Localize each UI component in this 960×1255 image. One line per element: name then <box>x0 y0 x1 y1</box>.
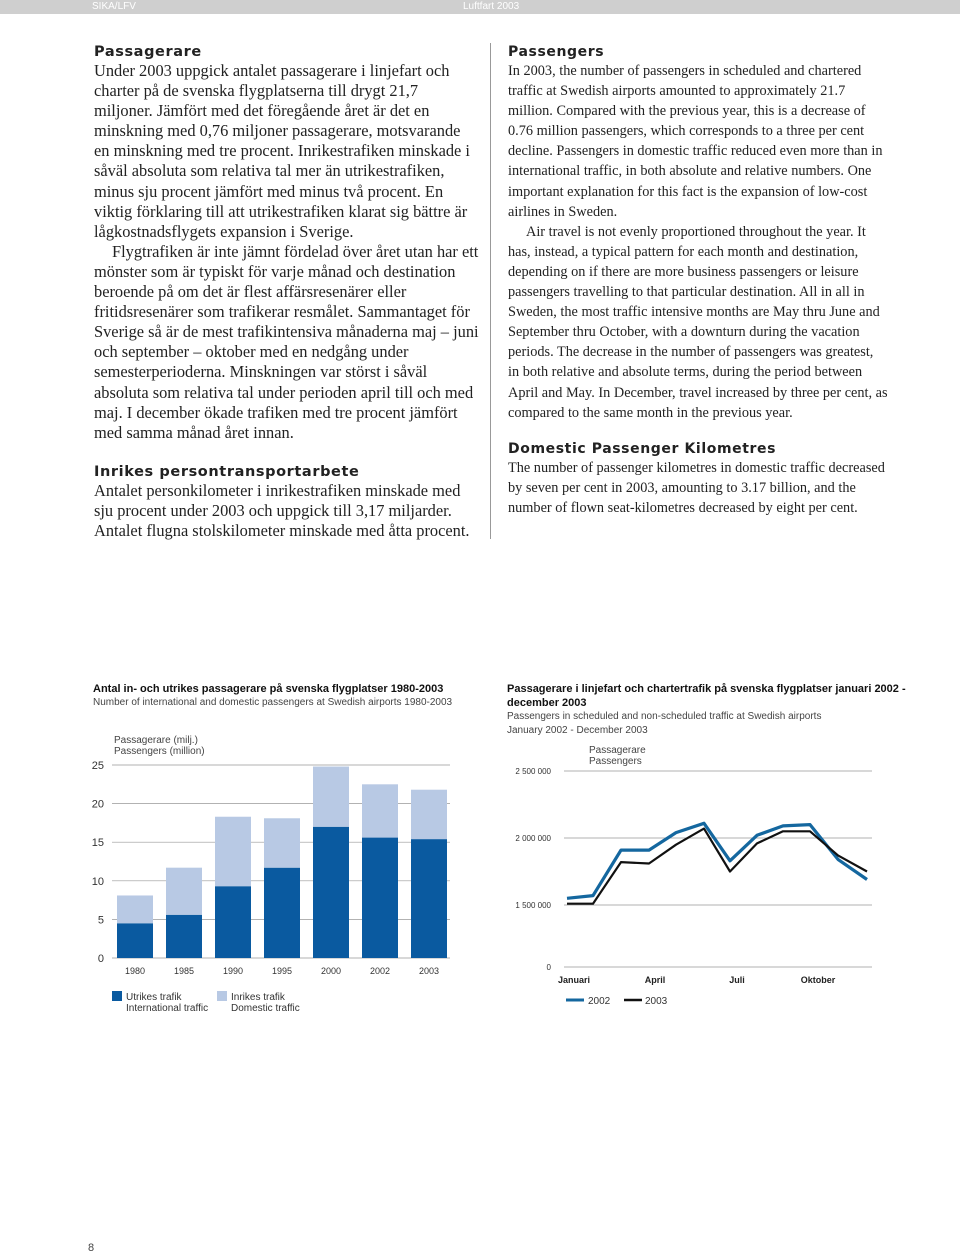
bar-chart-titles <box>93 682 493 710</box>
bar-domestic <box>313 767 349 827</box>
line-chart-title: Passagerare i linjefart och chartertrafik på svenska flygplatser januari 2002 - december 2003 <box>507 683 906 709</box>
bar-international <box>362 838 398 958</box>
legend-swatch-international <box>112 991 122 1001</box>
line-chart-xtick: Oktober <box>800 975 836 985</box>
bar-domestic <box>117 895 153 923</box>
line-chart-titles <box>507 682 927 738</box>
bar-chart-ylabel: Passagerare (milj.) <box>114 735 198 746</box>
line-chart-ylabel2: Passengers <box>589 756 642 767</box>
heading-passagerare: Passagerare <box>94 44 202 60</box>
legend-label-international: Utrikes trafik <box>126 992 182 1003</box>
bar-chart-xtick: 2000 <box>320 966 342 976</box>
legend-swatch-domestic <box>217 991 227 1001</box>
bar-international <box>117 923 153 958</box>
line-chart-ytick: 1 500 000 <box>515 901 551 910</box>
bar-chart-ytick: 25 <box>91 760 104 772</box>
paragraph-en-1: In 2003, the number of passengers in scheduled and chartered traffic at Swedish airports amounted to approximately 21.7 million. Compared with the previous year, this is a decrease of 0.76 million passengers, which corresponds to a three per cent decline. Passengers in domestic traffic reduced even more than in international traffic, in both absolute and relative numbers. One important explanation for this fact is the expansion of low-cost airlines in Sweden. <box>508 63 883 220</box>
line-chart-xtick: Juli <box>729 975 745 985</box>
line-chart-subtitle-2: January 2002 - December 2003 <box>507 725 648 736</box>
paragraph-en-3: The number of passenger kilometres in domestic traffic decreased by seven per cent in 2003, amounting to 3.17 billion, and the number of flown seat-kilometres decreased by eight per cent. <box>508 459 885 516</box>
bar-chart-subtitle: Number of international and domestic passengers at Swedish airports 1980-2003 <box>93 697 453 708</box>
bar-chart-ytick: 10 <box>91 875 104 888</box>
line-chart <box>500 735 900 1020</box>
bar-international <box>215 886 251 958</box>
heading-passengers: Passengers <box>508 44 605 60</box>
bar-chart-ytick: 5 <box>97 914 104 927</box>
bar-chart-ylabel2: Passengers (million) <box>114 746 205 757</box>
line-chart-ytick: 2 000 000 <box>515 834 551 843</box>
english-column <box>508 43 888 518</box>
bar-chart-xtick: 1980 <box>124 966 146 976</box>
bar-chart-xtick: 1985 <box>173 966 195 976</box>
bar-chart-ytick: 20 <box>91 798 104 811</box>
bar-chart-xtick: 1995 <box>271 966 293 976</box>
line-chart-ytick: 0 <box>546 963 551 972</box>
bar-international <box>166 915 202 958</box>
line-chart-xtick: April <box>644 975 666 985</box>
heading-inrikes: Inrikes persontransportarbete <box>94 463 360 480</box>
bar-domestic <box>215 817 251 886</box>
bar-chart <box>80 725 480 1035</box>
line-chart-subtitle: Passengers in scheduled and non-scheduled traffic at Swedish airports <box>507 711 822 722</box>
bar-international <box>264 868 300 958</box>
header-source: SIKA/LFV <box>92 1 136 12</box>
legend-label-2002: 2002 <box>588 996 611 1007</box>
page-number: 8 <box>88 1242 95 1254</box>
paragraph-sv-1: Under 2003 uppgick antalet passagerare i linjefart och charter på de svenska flygplatserna till drygt 21,7 miljoner. Jämfört med det föregående året är det en minskning med 0,76 miljoner passagerare, motsvarande en minskning med tre procent. Inrikestrafiken minskade i såväl absoluta som relativa tal mer än utrikestrafiken, minus sju procent jämfört med minus två procent. En viktig förklaring till att utrikestrafiken klarat sig bättre är lågkostnadsflygets expansion i Sverige. <box>94 61 470 241</box>
bar-international <box>313 827 349 958</box>
bar-chart-ytick: 0 <box>97 953 104 965</box>
bar-domestic <box>264 818 300 867</box>
legend-label-domestic-en: Domestic traffic <box>231 1003 300 1014</box>
column-divider <box>490 43 491 539</box>
bar-domestic <box>362 784 398 837</box>
bar-domestic <box>411 790 447 839</box>
bar-chart-title: Antal in- och utrikes passagerare på svenska flygplatser 1980-2003 <box>93 683 444 695</box>
bar-domestic <box>166 868 202 915</box>
heading-domestic-pkm: Domestic Passenger Kilometres <box>508 440 777 457</box>
bar-chart-ytick: 15 <box>91 837 104 850</box>
legend-label-international-en: International traffic <box>126 1003 209 1014</box>
bar-chart-xtick: 1990 <box>222 966 244 976</box>
bar-chart-xtick: 2002 <box>369 966 391 976</box>
paragraph-sv-2: Flygtrafiken är inte jämnt fördelad över året utan har ett mönster som är typiskt för varje månad och destination beroende på om det är flest affärsresenärer eller fritidsresenärer som trafikerar resmålet. Sammantaget för Sverige så är de mest trafikintensiva månaderna maj – juni och september – oktober med en nedgång under semesterperioderna. Minskningen var störst i såväl absoluta som relativa tal under perioden april till och med maj. I december ökade trafiken med tre procent jämfört med samma månad året innan. <box>94 241 479 442</box>
paragraph-sv-3: Antalet personkilometer i inrikestrafiken minskade med sju procent under 2003 och uppgick till 3,17 miljarder. Antalet flugna stolskilometer minskade med åtta procent. <box>94 480 470 540</box>
line-series-2002 <box>567 823 867 898</box>
bar-international <box>411 839 447 958</box>
line-chart-ytick: 2 500 000 <box>515 767 551 776</box>
header-publication: Luftfart 2003 <box>463 1 520 12</box>
swedish-column <box>94 43 479 541</box>
line-chart-xtick: Januari <box>557 975 591 985</box>
line-chart-ylabel: Passagerare <box>589 745 646 756</box>
page-header <box>0 0 960 14</box>
legend-label-2003: 2003 <box>645 996 668 1007</box>
legend-label-domestic: Inrikes trafik <box>231 992 285 1003</box>
bar-chart-xtick: 2003 <box>418 966 440 976</box>
paragraph-en-2: Air travel is not evenly proportioned throughout the year. It has, instead, a typical pattern for each month and destination, depending on if there are more business passengers or leisure passengers travelling to that particular destination. All in all in Sweden, the most traffic intensive months are May thru June and September thru October, with a downturn during the vacation periods. The decrease in the number of passengers was greatest, in both relative and absolute terms, during the period between April and May. In December, travel increased by three per cent, as compared to the same month in the previous year. <box>508 223 888 421</box>
